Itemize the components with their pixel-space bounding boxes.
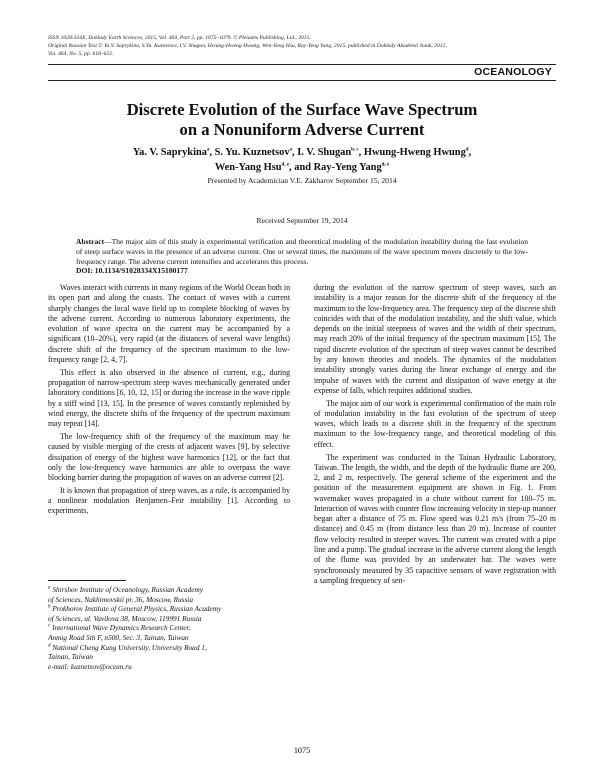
received-date: Received September 19, 2014 (256, 216, 348, 225)
author-name: S. Yu. Kuznetsov (214, 147, 290, 158)
body-paragraph: Waves interact with currents in many regions of the World Ocean both in its open part and along the coasts. The contact of waves with a current sharply changes the local wave field up to complete blocking of waves by the adverse current. According to numerous laboratory experiments, the evolution of wave spectra on the current may be accompanied by a significant (10–20%), very rapid (at the distances of several wave lengths) discrete shift of the frequency of the spectrum maximum to the low-frequency range [2, 4, 7]. (48, 283, 290, 364)
footnote-mark: b (48, 604, 51, 610)
abstract-label: Abstract (76, 237, 105, 246)
footnote-rule (48, 580, 126, 581)
footnote (48, 585, 290, 595)
footnote-line: Anmig Road 5th F, n500, Sec. 3, Tainan, Taiwan (48, 632, 189, 642)
author-affiliation-mark: d (465, 147, 469, 153)
header-line-2: Original Russian Text © Ya.V. Saprykina, S.Yu. Kuznetsov, I.V. Shugan, Hwung-Hweng Hwung, Wen-Yang Hsu, Ray-Yeng Yang, 2015, published in Doklady Akademii Nauk, 2015, (48, 43, 447, 49)
author-name: Wen-Yang Hsu (214, 162, 282, 173)
section-heading: OCEANOLOGY (474, 66, 552, 78)
author-affiliation-mark: a (289, 147, 293, 153)
journal-header (48, 34, 556, 58)
presented-by: Presented by Academician V.E. Zakharov September 15, 2014 (207, 176, 397, 185)
author-name: Hwung-Hweng Hwung (363, 147, 466, 158)
body-paragraph: It is known that propagation of steep waves, as a rule, is accompanied by a nonlinear modulation Benjamen–Feir instability [1]. According to experiments, (48, 485, 290, 516)
footnote-line: National Cheng Kung University, University Road 1, (52, 642, 207, 652)
title-line-1: Discrete Evolution of the Surface Wave Spectrum (126, 100, 478, 119)
abstract-dash: — (104, 237, 112, 246)
body-paragraph: during the evolution of the narrow spectrum of steep waves, such an instability is a major reason for the discrete shift of the frequency of the maximum to the low-frequency area. The frequency step of the discrete shift coincides with that of the modulation instability, and the shift value, which depends on the initial steepness of waves and the width of their spectrum, may reach 20% of the initial frequency of the spectrum maximum [15]. The rapid discrete evolution of the spectrum of steep waves cannot be described by any known theories and models. The dynamics of the modulation instability strongly varies during the linear exchange of energy and the impulse of waves with the current and dissipation of wave energy at the expense of falls, which requires additional studies. (314, 283, 556, 395)
footnote-mark: d (48, 643, 51, 649)
abstract-text: The major aim of this study is experimental verification and theoretical modeling of the modulation instability during the fast evolution of steep surface waves in the presence of an adverse current. One or several times, the maximum of the wave spectrum moves discretely to the low-frequency range. The adverse current intensifies and accelerates this process. (76, 237, 528, 267)
author-affiliation-mark: d, e (381, 162, 390, 168)
section-rule-bottom (48, 80, 556, 81)
footnote (48, 652, 290, 662)
author-name: Ya. V. Saprykina (132, 147, 207, 158)
footnote (48, 633, 290, 643)
author-affiliation-mark: a (206, 147, 210, 153)
body-paragraph: The low-frequency shift of the frequency of the maximum may be caused by visible merging of the crests of adjacent waves [9], by selective dissipation of energy of the highest wave harmonics [12], or the fact that only the low-frequency wave harmonics are able to overpass the wave blocking barrier during the propagation of waves on an adverse current [2]. (48, 431, 290, 483)
doi: DOI: 10.1134/S1028334X15100177 (76, 266, 188, 275)
body-paragraph: The major aim of our work is experimental confirmation of the main role of modulation instability in the fast evolution of the spectrum of steep waves, which leads to a discrete shift in the frequency of the spectrum maximum to the low-frequency range, and theoretical modeling of this effect. (314, 398, 556, 449)
paper-title (48, 100, 556, 140)
footnote-line: of Sciences, ul. Vavilova 38, Moscow, 119991 Russia (48, 613, 202, 623)
author-name: I. V. Shugan (297, 147, 352, 158)
header-line-3: Vol. 464, No. 5, pp. 618–622. (48, 51, 114, 57)
email-footnote: e-mail: kuznetsov@ocean.ru (48, 661, 132, 671)
abstract (76, 237, 528, 267)
footnote-line: Prokhorov Institute of General Physics, Russian Academy (52, 604, 222, 614)
affiliation-footnotes (48, 585, 290, 671)
footnote (48, 614, 290, 624)
footnote (48, 623, 290, 633)
footnote (48, 643, 290, 653)
header-line-1: ISSN 1028-334X, Doklady Earth Sciences, 2015, Vol. 464, Part 2, pp. 1075–1079. © Pleiades Publishing, Ltd., 2015. (48, 35, 311, 41)
left-column (48, 283, 290, 517)
footnote-mark: c (48, 623, 51, 629)
section-rule-top (48, 64, 556, 65)
page-number: 1075 (293, 746, 311, 755)
author-list: Ya. V. Saprykina$^a$, S. Yu. Kuznetsov$^a$, I. V. Shugan$^{b, c}$, Hwung-Hweng Hwung$^d$, Wen-Yang Hsu$^{d, e}$, and Ray-Yeng Yang$^{d, e}$ (132, 147, 472, 173)
author-affiliation-mark: b, c (351, 147, 359, 153)
author-affiliation-mark: d, e (281, 162, 290, 168)
title-line-2: on a Nonuniform Adverse Current (179, 120, 425, 139)
body-paragraph: This effect is also observed in the absence of current, e.g., during propagation of narrow-spectrum steep waves mechanically generated under laboratory conditions [6, 10, 12, 15] or during the increase in the wave ripple by a stiff wind [13, 15]. In the presence of waves constantly replenished by wind energy, the discrete shifts of the frequency of the spectrum maximum may repeat [14]. (48, 367, 290, 429)
footnote-mark: a (48, 585, 51, 591)
author-name: Ray-Yeng Yang (313, 162, 382, 173)
author-conjunction: and (294, 162, 312, 173)
footnote-line: International Wave Dynamics Research Center, (52, 623, 191, 633)
body-paragraph: The experiment was conducted in the Tainan Hydraulic Laboratory, Taiwan. The length, the width, and the depth of the hydraulic flume are 200, 2, and 2 m, respectively. The general scheme of the experiment and the position of the measurement equipment are shown in Fig. 1. From wavemaker waves propagated in a chute without current for 100–75 m. Interaction of waves with counter flow increasing velocity in step-up manner began after a distance of 75 m. Flow speed was 0.21 m/s (from 75–20 m distance) and 0.45 m (from distance less than 20 m). Increase of counter flow velocity resulted in steeper waves. The current was created with a pipe line and a pump. The gradual increase in the adverse current along the length of the flume was provided by an underwater bar. The waves were synchronously measured by 35 capacitive sensors of wave registration with a sampling frequency of sen- (314, 452, 556, 585)
right-column (314, 283, 556, 586)
footnote-line: Shirshov Institute of Oceanology, Russian Academy (52, 585, 203, 594)
footnote (48, 604, 290, 614)
footnote-line: Tainan, Taiwan (48, 652, 93, 662)
footnote (48, 595, 290, 605)
footnote-line: of Sciences, Nakhimovskii pr. 36, Moscow, Russia (48, 594, 193, 604)
